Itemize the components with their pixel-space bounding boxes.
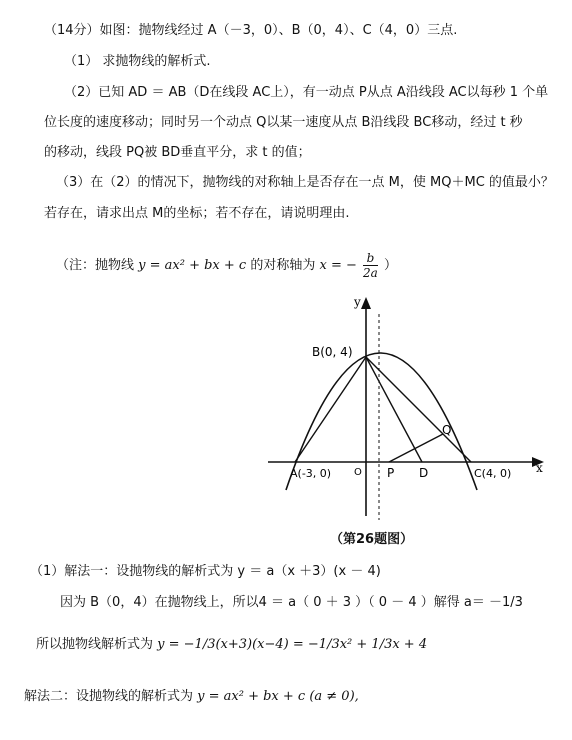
- question-2-line-b: 位长度的速度移动；同时另一个动点 Q以某一速度从点 B沿线段 BC移动，经过 t 秒: [44, 115, 523, 130]
- note-suffix: ）: [383, 258, 397, 273]
- note-mid: 的对称轴为: [250, 258, 316, 273]
- segment-bd: [366, 357, 422, 462]
- point-b-label: B(0, 4): [312, 345, 353, 359]
- solution-line-4-prefix: 解法二：设抛物线的解析式为: [24, 689, 194, 704]
- parabola-figure: [262, 294, 552, 524]
- note-fraction-num: b: [363, 251, 378, 266]
- solution-line-1: （1）解法一：设抛物线的解析式为 y ＝ a（x ＋3）(x － 4): [30, 564, 381, 579]
- segment-pq: [389, 434, 443, 462]
- note-formula: y = ax² + bx + c: [138, 258, 247, 273]
- point-q-label: Q: [442, 423, 452, 437]
- point-p-label: P: [387, 466, 395, 480]
- note-fraction-den: 2a: [363, 266, 378, 280]
- note-fraction: [363, 251, 378, 280]
- question-2-line-c: 的移动，线段 PQ被 BD垂直平分，求 t 的值；: [44, 145, 311, 160]
- question-2-line-a: （2）已知 AD ＝ AB（D在线段 AC上），有一动点 P从点 A沿线段 AC以每秒 1 个单: [64, 85, 549, 100]
- solution-line-4-formula: y = ax² + bx + c (a ≠ 0),: [197, 689, 359, 704]
- problem-line-1: （14分）如图：抛物线经过 A（－3，0）、B（0，4）、C（4，0）三点.: [44, 23, 458, 38]
- solution-line-3-formula: y = −1/3(x+3)(x−4) = −1/3x² + 1/3x + 4: [157, 637, 428, 652]
- origin-label: O: [354, 467, 362, 478]
- y-axis-arrow: [361, 297, 371, 309]
- note-prefix: （注：抛物线: [56, 258, 135, 273]
- solution-line-3: [36, 636, 427, 654]
- question-3-line-b: 若存在，请求出点 M的坐标；若不存在，请说明理由.: [44, 206, 350, 221]
- point-a-label: A(-3, 0): [290, 467, 332, 480]
- segment-ab: [295, 357, 366, 462]
- solution-line-4: [24, 688, 359, 706]
- note-x: x = −: [319, 258, 357, 273]
- point-c-label: C(4, 0): [474, 467, 512, 480]
- y-axis-label: y: [354, 295, 361, 309]
- solution-line-2: 因为 B（0，4）在抛物线上，所以4 ＝ a（ 0 ＋ 3 ）（ 0 － 4 ）解得 a＝ －1/3: [60, 595, 523, 610]
- question-1: （1） 求抛物线的解析式.: [64, 54, 211, 69]
- solution-line-3-prefix: 所以抛物线解析式为: [36, 637, 154, 652]
- x-axis-label: x: [536, 461, 543, 475]
- note-line: [56, 248, 397, 284]
- figure-caption: （第26题图）: [330, 532, 414, 547]
- point-d-label: D: [419, 466, 429, 480]
- question-3-line-a: （3）在（2）的情况下，抛物线的对称轴上是否存在一点 M，使 MQ＋MC 的值最小？: [56, 175, 554, 190]
